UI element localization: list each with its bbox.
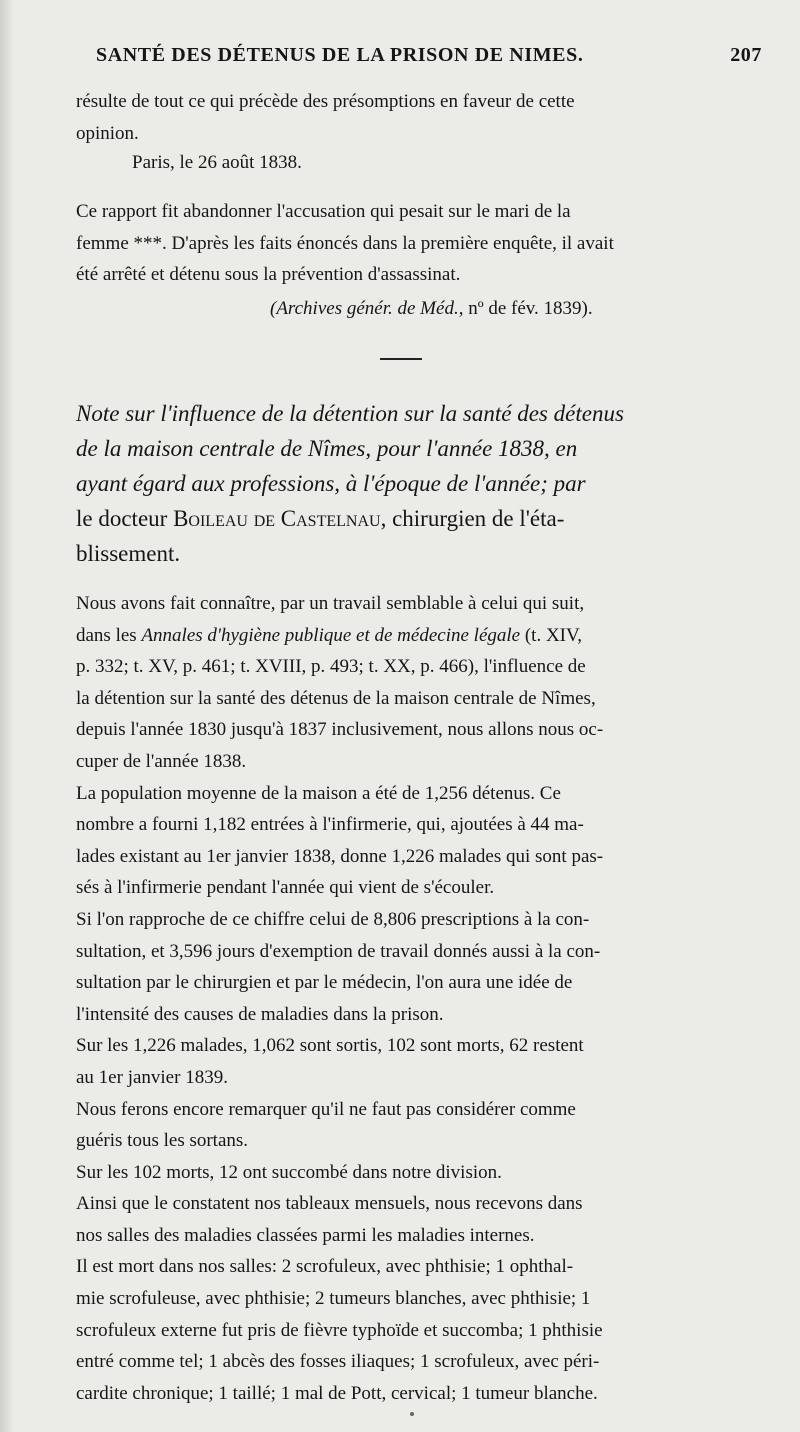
text-line: guéris tous les sortans. [76, 1130, 249, 1152]
report-paragraph [76, 196, 756, 291]
note-heading [76, 396, 756, 571]
journal-title: Annales d'hygiène publique et de médecine légale [141, 624, 521, 646]
heading-line: ayant égard aux professions, à l'époque de l'année; par [76, 471, 586, 496]
dateline: Paris, le 26 août 1838. [132, 152, 302, 173]
text-line: scrofuleux externe fut pris de fièvre typhoïde et succomba; 1 phthisie [76, 1319, 603, 1341]
text-line: depuis l'année 1830 jusqu'à 1837 inclusivement, nous allons nous oc- [76, 719, 604, 741]
text-line: sés à l'infirmerie pendant l'année qui vient de s'écouler. [76, 877, 495, 899]
citation-rest: , nº de fév. 1839). [458, 298, 593, 319]
text-line: p. 332; t. XV, p. 461; t. XVIII, p. 493; t. XX, p. 466), l'influence de [76, 656, 586, 678]
text-line: entré comme tel; 1 abcès des fosses iliaques; 1 scrofuleux, avec péri- [76, 1351, 600, 1373]
page-number: 207 [730, 44, 762, 66]
text-line: mie scrofuleuse, avec phthisie; 2 tumeurs blanches, avec phthisie; 1 [76, 1288, 591, 1310]
heading-author-line [76, 501, 756, 536]
text-line: Nous avons fait connaître, par un travail semblable à celui qui suit, [76, 593, 585, 614]
heading-line: de la maison centrale de Nîmes, pour l'année 1838, en [76, 436, 578, 461]
text-line: sultation, et 3,596 jours d'exemption de travail donnés aussi à la con- [76, 940, 601, 962]
text-line: Sur les 1,226 malades, 1,062 sont sortis, 102 sont morts, 62 restent [76, 1035, 584, 1057]
text-line: résulte de tout ce qui précède des présomptions en faveur de cette [76, 91, 575, 112]
text-span: (t. XIV, [524, 624, 583, 646]
text-line: femme ***. D'après les faits énoncés dans la première enquête, il avait [76, 232, 614, 254]
text-line: Il est mort dans nos salles: 2 scrofuleux, avec phthisie; 1 ophthal- [76, 1256, 574, 1278]
body-text [76, 588, 756, 1409]
text-line: sultation par le chirurgien et par le médecin, l'on aura une idée de [76, 972, 573, 994]
text-line: Ce rapport fit abandonner l'accusation qui pesait sur le mari de la [76, 201, 571, 222]
heading-line: Note sur l'influence de la détention sur la santé des détenus [76, 401, 624, 426]
text-line [76, 620, 756, 652]
text-line: Si l'on rapproche de ce chiffre celui de 8,806 prescriptions à la con- [76, 908, 590, 930]
text-line: Nous ferons encore remarquer qu'il ne faut pas considérer comme [76, 1098, 576, 1120]
running-header [96, 44, 762, 76]
text-line: nos salles des maladies classées parmi les maladies internes. [76, 1224, 535, 1246]
text-line: nombre a fourni 1,182 entrées à l'infirmerie, qui, ajoutées à 44 ma- [76, 814, 584, 836]
text-line: cardite chronique; 1 taillé; 1 mal de Pott, cervical; 1 tumeur blanche. [76, 1382, 598, 1404]
heading-line: blissement. [76, 541, 181, 566]
heading-text: le docteur [76, 506, 168, 531]
text-span: dans les [76, 624, 137, 646]
page-edge-shadow [0, 0, 14, 1432]
text-line: cuper de l'année 1838. [76, 750, 247, 772]
intro-paragraph [76, 86, 756, 149]
text-line: la détention sur la santé des détenus de la maison centrale de Nîmes, [76, 687, 596, 709]
heading-text: , chirurgien de l'éta- [380, 506, 565, 531]
section-divider [380, 358, 422, 360]
text-line: l'intensité des causes de maladies dans la prison. [76, 1003, 444, 1025]
text-line: lades existant au 1er janvier 1838, donne 1,226 malades qui sont pas- [76, 845, 604, 867]
text-line: opinion. [76, 122, 139, 144]
author-name: Boileau de Castelnau [173, 506, 381, 531]
text-line: au 1er janvier 1839. [76, 1066, 228, 1088]
text-line: Sur les 102 morts, 12 ont succombé dans notre division. [76, 1161, 502, 1183]
source-citation [270, 298, 593, 320]
text-line: Ainsi que le constatent nos tableaux mensuels, nous recevons dans [76, 1193, 583, 1215]
journal-name: (Archives génér. de Méd. [270, 298, 459, 319]
text-line: La population moyenne de la maison a été de 1,256 détenus. Ce [76, 782, 561, 804]
header-title: SANTÉ DES DÉTENUS DE LA PRISON DE NIMES. [96, 44, 584, 66]
text-line: été arrêté et détenu sous la prévention d'assassinat. [76, 264, 461, 285]
print-speck [410, 1412, 414, 1416]
